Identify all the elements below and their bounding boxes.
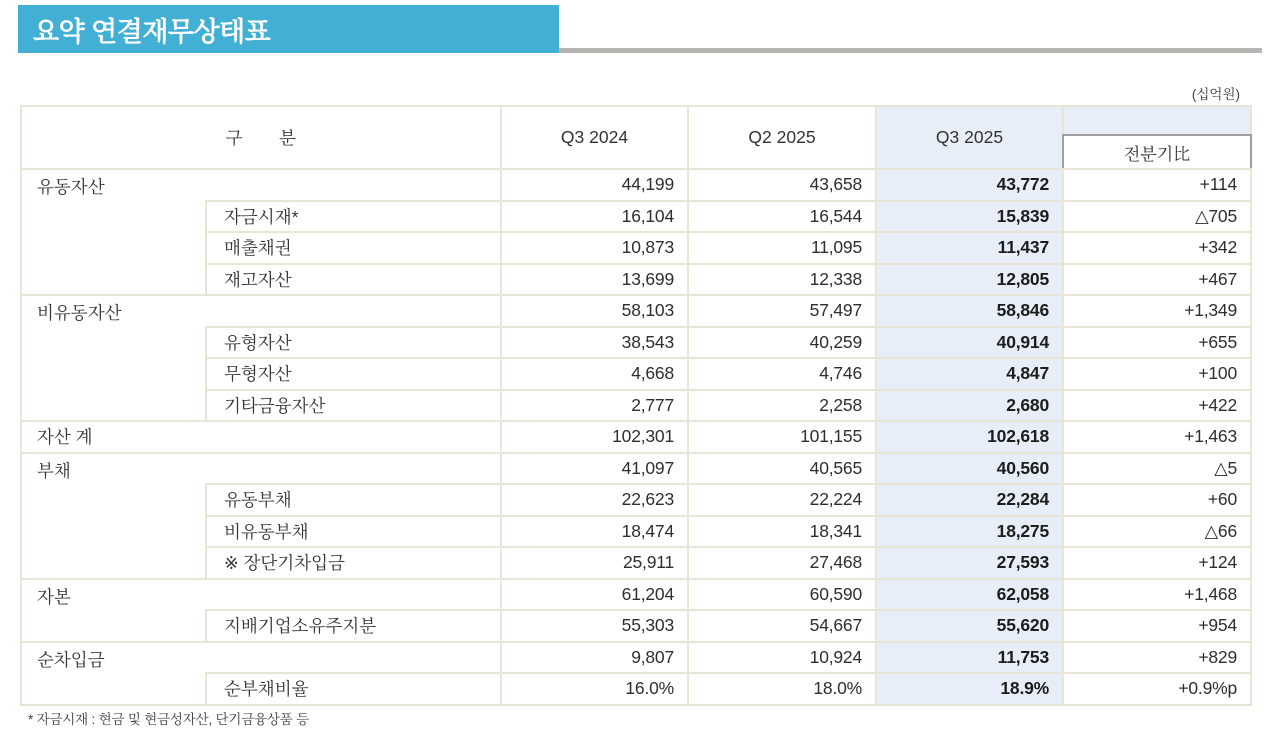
table-row bbox=[21, 421, 1251, 453]
cell-q3-2024: 22,623 bbox=[501, 484, 688, 516]
cell-q3-2024: 9,807 bbox=[501, 642, 688, 674]
cell-q2-2025: 22,224 bbox=[688, 484, 876, 516]
cell-q3-2024: 4,668 bbox=[501, 358, 688, 390]
table-row bbox=[21, 390, 1251, 422]
cell-diff: +422 bbox=[1063, 390, 1251, 422]
title-banner bbox=[18, 5, 559, 53]
cell-diff: +100 bbox=[1063, 358, 1251, 390]
cell-q3-2025: 22,284 bbox=[876, 484, 1063, 516]
cell-diff: △705 bbox=[1063, 201, 1251, 233]
row-sublabel: 무형자산 bbox=[206, 358, 501, 390]
cell-q2-2025: 54,667 bbox=[688, 610, 876, 642]
row-label: 자본 bbox=[21, 579, 206, 642]
row-sublabel: 매출채권 bbox=[206, 232, 501, 264]
cell-diff: +655 bbox=[1063, 327, 1251, 359]
row-label: 비유동자산 bbox=[21, 295, 206, 421]
cell-q2-2025: 10,924 bbox=[688, 642, 876, 674]
table-row bbox=[21, 453, 1251, 485]
cell-q3-2025: 12,805 bbox=[876, 264, 1063, 296]
cell-q3-2025: 62,058 bbox=[876, 579, 1063, 611]
cell-q3-2024: 55,303 bbox=[501, 610, 688, 642]
cell-q2-2025: 57,497 bbox=[688, 295, 876, 327]
cell-q2-2025: 16,544 bbox=[688, 201, 876, 233]
cell-diff: +60 bbox=[1063, 484, 1251, 516]
cell-q3-2024: 13,699 bbox=[501, 264, 688, 296]
row-sublabel: 유형자산 bbox=[206, 327, 501, 359]
cell-q3-2024: 25,911 bbox=[501, 547, 688, 579]
row-sublabel: ※ 장단기차입금 bbox=[206, 547, 501, 579]
cell-q2-2025: 12,338 bbox=[688, 264, 876, 296]
cell-diff: △5 bbox=[1063, 453, 1251, 485]
row-sublabel: 순부채비율 bbox=[206, 673, 501, 705]
financial-table-wrapper bbox=[20, 105, 1250, 706]
table-row bbox=[21, 201, 1251, 233]
table-row bbox=[21, 295, 1251, 327]
cell-q3-2024: 44,199 bbox=[501, 169, 688, 201]
page-title: 요약 연결재무상태표 bbox=[33, 16, 271, 47]
table-row bbox=[21, 327, 1251, 359]
cell-diff: +829 bbox=[1063, 642, 1251, 674]
cell-q2-2025: 27,468 bbox=[688, 547, 876, 579]
unit-label: (십억원) bbox=[1191, 87, 1240, 102]
row-label-spacer bbox=[206, 579, 501, 611]
cell-diff: +954 bbox=[1063, 610, 1251, 642]
footnote: * 자금시재 : 현금 및 현금성자산, 단기금융상품 등 bbox=[28, 712, 309, 727]
cell-q3-2024: 16,104 bbox=[501, 201, 688, 233]
cell-q2-2025: 43,658 bbox=[688, 169, 876, 201]
row-label: 유동자산 bbox=[21, 169, 206, 295]
cell-q3-2025: 40,560 bbox=[876, 453, 1063, 485]
cell-q3-2025: 55,620 bbox=[876, 610, 1063, 642]
cell-q3-2025: 40,914 bbox=[876, 327, 1063, 359]
cell-q2-2025: 18,341 bbox=[688, 516, 876, 548]
table-row bbox=[21, 358, 1251, 390]
cell-q3-2024: 16.0% bbox=[501, 673, 688, 705]
header-gubun: 구 분 bbox=[21, 106, 501, 169]
table-row bbox=[21, 169, 1251, 201]
cell-q2-2025: 11,095 bbox=[688, 232, 876, 264]
cell-q3-2024: 10,873 bbox=[501, 232, 688, 264]
financial-table bbox=[20, 105, 1252, 706]
cell-q3-2024: 58,103 bbox=[501, 295, 688, 327]
cell-q3-2024: 41,097 bbox=[501, 453, 688, 485]
cell-q3-2024: 61,204 bbox=[501, 579, 688, 611]
cell-q3-2025: 15,839 bbox=[876, 201, 1063, 233]
cell-q3-2025: 43,772 bbox=[876, 169, 1063, 201]
cell-q3-2025: 58,846 bbox=[876, 295, 1063, 327]
cell-q3-2024: 18,474 bbox=[501, 516, 688, 548]
cell-diff: △66 bbox=[1063, 516, 1251, 548]
table-row bbox=[21, 642, 1251, 674]
row-label: 자산 계 bbox=[21, 421, 501, 453]
cell-q2-2025: 18.0% bbox=[688, 673, 876, 705]
row-sublabel: 유동부채 bbox=[206, 484, 501, 516]
cell-q3-2024: 2,777 bbox=[501, 390, 688, 422]
table-row bbox=[21, 516, 1251, 548]
cell-diff: +0.9%p bbox=[1063, 673, 1251, 705]
cell-diff: +124 bbox=[1063, 547, 1251, 579]
header-q3-2025: Q3 2025 bbox=[876, 106, 1063, 169]
header-q3-2024: Q3 2024 bbox=[501, 106, 688, 169]
row-sublabel: 재고자산 bbox=[206, 264, 501, 296]
header-q2-2025: Q2 2025 bbox=[688, 106, 876, 169]
row-sublabel: 자금시재* bbox=[206, 201, 501, 233]
cell-q3-2025: 11,437 bbox=[876, 232, 1063, 264]
cell-q2-2025: 40,565 bbox=[688, 453, 876, 485]
cell-q3-2024: 102,301 bbox=[501, 421, 688, 453]
table-row bbox=[21, 579, 1251, 611]
cell-diff: +1,468 bbox=[1063, 579, 1251, 611]
cell-diff: +1,463 bbox=[1063, 421, 1251, 453]
table-row bbox=[21, 232, 1251, 264]
row-label: 순차입금 bbox=[21, 642, 206, 705]
cell-q3-2025: 4,847 bbox=[876, 358, 1063, 390]
cell-q3-2025: 18.9% bbox=[876, 673, 1063, 705]
cell-diff: +1,349 bbox=[1063, 295, 1251, 327]
cell-q3-2024: 38,543 bbox=[501, 327, 688, 359]
table-row bbox=[21, 547, 1251, 579]
header-diff-box: 전분기比 bbox=[1062, 134, 1252, 168]
table-row bbox=[21, 610, 1251, 642]
table-row bbox=[21, 484, 1251, 516]
table-row bbox=[21, 673, 1251, 705]
cell-q2-2025: 4,746 bbox=[688, 358, 876, 390]
row-label-spacer bbox=[206, 642, 501, 674]
cell-q3-2025: 2,680 bbox=[876, 390, 1063, 422]
row-sublabel: 기타금융자산 bbox=[206, 390, 501, 422]
cell-q2-2025: 60,590 bbox=[688, 579, 876, 611]
header-row bbox=[21, 106, 1251, 169]
row-label: 부채 bbox=[21, 453, 206, 579]
cell-q2-2025: 2,258 bbox=[688, 390, 876, 422]
row-label-spacer bbox=[206, 169, 501, 201]
cell-q3-2025: 11,753 bbox=[876, 642, 1063, 674]
cell-diff: +467 bbox=[1063, 264, 1251, 296]
cell-q3-2025: 18,275 bbox=[876, 516, 1063, 548]
cell-q3-2025: 102,618 bbox=[876, 421, 1063, 453]
table-row bbox=[21, 264, 1251, 296]
row-sublabel: 지배기업소유주지분 bbox=[206, 610, 501, 642]
cell-diff: +342 bbox=[1063, 232, 1251, 264]
header-diff bbox=[1063, 106, 1251, 169]
cell-q2-2025: 101,155 bbox=[688, 421, 876, 453]
row-sublabel: 비유동부채 bbox=[206, 516, 501, 548]
row-label-spacer bbox=[206, 453, 501, 485]
cell-q3-2025: 27,593 bbox=[876, 547, 1063, 579]
cell-q2-2025: 40,259 bbox=[688, 327, 876, 359]
title-rule-line bbox=[559, 48, 1262, 53]
row-label-spacer bbox=[206, 295, 501, 327]
cell-diff: +114 bbox=[1063, 169, 1251, 201]
